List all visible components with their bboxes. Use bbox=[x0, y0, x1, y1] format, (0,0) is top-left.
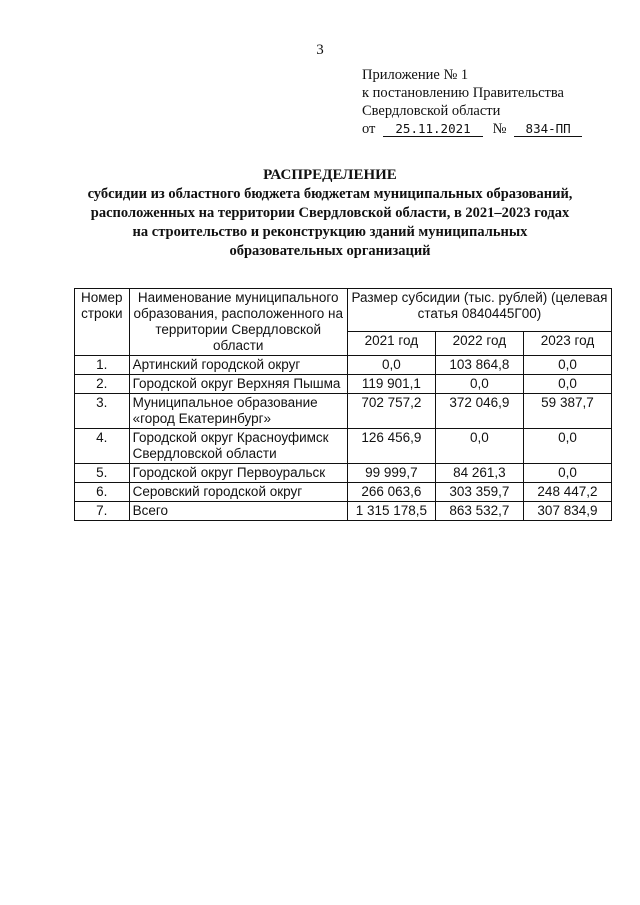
table-row-total bbox=[75, 502, 612, 521]
appendix-date-line bbox=[362, 120, 582, 138]
row-value-2021: 702 757,2 bbox=[347, 394, 435, 429]
table-row bbox=[75, 394, 612, 429]
appendix-line-1: Приложение № 1 bbox=[362, 67, 469, 83]
appendix-line-3: Свердловской области bbox=[362, 103, 501, 119]
row-value-2022: 84 261,3 bbox=[435, 464, 523, 483]
row-value-2022: 303 359,7 bbox=[435, 483, 523, 502]
header-number: Номер строки bbox=[75, 289, 130, 356]
table-header-row bbox=[75, 289, 612, 332]
row-value-2023: 0,0 bbox=[523, 356, 611, 375]
decree-number: 834-ПП bbox=[514, 121, 582, 137]
header-name: Наименование муниципального образования, расположенного на территории Свердловской области bbox=[129, 289, 347, 356]
row-value-2023: 0,0 bbox=[523, 464, 611, 483]
row-number: 4. bbox=[75, 429, 130, 464]
row-number: 5. bbox=[75, 464, 130, 483]
row-name: Серовский городской округ bbox=[129, 483, 347, 502]
row-name: Всего bbox=[129, 502, 347, 521]
row-value-2021: 126 456,9 bbox=[347, 429, 435, 464]
number-prefix: № bbox=[492, 121, 507, 137]
row-name: Муниципальное образование «город Екатеринбург» bbox=[129, 394, 347, 429]
header-2023: 2023 год bbox=[523, 332, 611, 356]
page-number: 3 bbox=[316, 42, 324, 58]
row-number: 2. bbox=[75, 375, 130, 394]
row-value-2021: 1 315 178,5 bbox=[347, 502, 435, 521]
header-2021: 2021 год bbox=[347, 332, 435, 356]
row-value-2022: 863 532,7 bbox=[435, 502, 523, 521]
header-2022: 2022 год bbox=[435, 332, 523, 356]
row-value-2021: 99 999,7 bbox=[347, 464, 435, 483]
subsidy-table bbox=[74, 288, 612, 521]
row-value-2021: 266 063,6 bbox=[347, 483, 435, 502]
row-value-2023: 307 834,9 bbox=[523, 502, 611, 521]
row-value-2022: 0,0 bbox=[435, 375, 523, 394]
row-value-2022: 103 864,8 bbox=[435, 356, 523, 375]
row-name: Городской округ Красноуфимск Свердловской области bbox=[129, 429, 347, 464]
row-value-2022: 372 046,9 bbox=[435, 394, 523, 429]
title-line-3: на строительство и реконструкцию зданий муниципальных bbox=[132, 224, 528, 240]
row-number: 6. bbox=[75, 483, 130, 502]
row-value-2023: 0,0 bbox=[523, 429, 611, 464]
title-line-4: образовательных организаций bbox=[229, 243, 431, 259]
row-name: Городской округ Верхняя Пышма bbox=[129, 375, 347, 394]
title-line-2: расположенных на территории Свердловской области, в 2021–2023 годах bbox=[90, 205, 570, 221]
table-row bbox=[75, 464, 612, 483]
document-title bbox=[60, 166, 600, 261]
row-value-2021: 0,0 bbox=[347, 356, 435, 375]
row-name: Городской округ Первоуральск bbox=[129, 464, 347, 483]
row-number: 7. bbox=[75, 502, 130, 521]
table-row bbox=[75, 483, 612, 502]
row-value-2023: 248 447,2 bbox=[523, 483, 611, 502]
row-value-2023: 0,0 bbox=[523, 375, 611, 394]
decree-date: 25.11.2021 bbox=[383, 121, 483, 137]
date-prefix: от bbox=[362, 121, 376, 137]
title-heading: РАСПРЕДЕЛЕНИЕ bbox=[263, 167, 397, 183]
title-line-1: субсидии из областного бюджета бюджетам муниципальных образований, bbox=[87, 186, 573, 202]
row-value-2023: 59 387,7 bbox=[523, 394, 611, 429]
row-number: 3. bbox=[75, 394, 130, 429]
row-name: Артинский городской округ bbox=[129, 356, 347, 375]
header-subsidy-size: Размер субсидии (тыс. рублей) (целевая статья 0840445Г00) bbox=[347, 289, 611, 332]
row-number: 1. bbox=[75, 356, 130, 375]
appendix-line-2: к постановлению Правительства bbox=[362, 85, 564, 101]
table-row bbox=[75, 356, 612, 375]
row-value-2022: 0,0 bbox=[435, 429, 523, 464]
table-row bbox=[75, 429, 612, 464]
appendix-header bbox=[362, 66, 582, 138]
table-row bbox=[75, 375, 612, 394]
row-value-2021: 119 901,1 bbox=[347, 375, 435, 394]
